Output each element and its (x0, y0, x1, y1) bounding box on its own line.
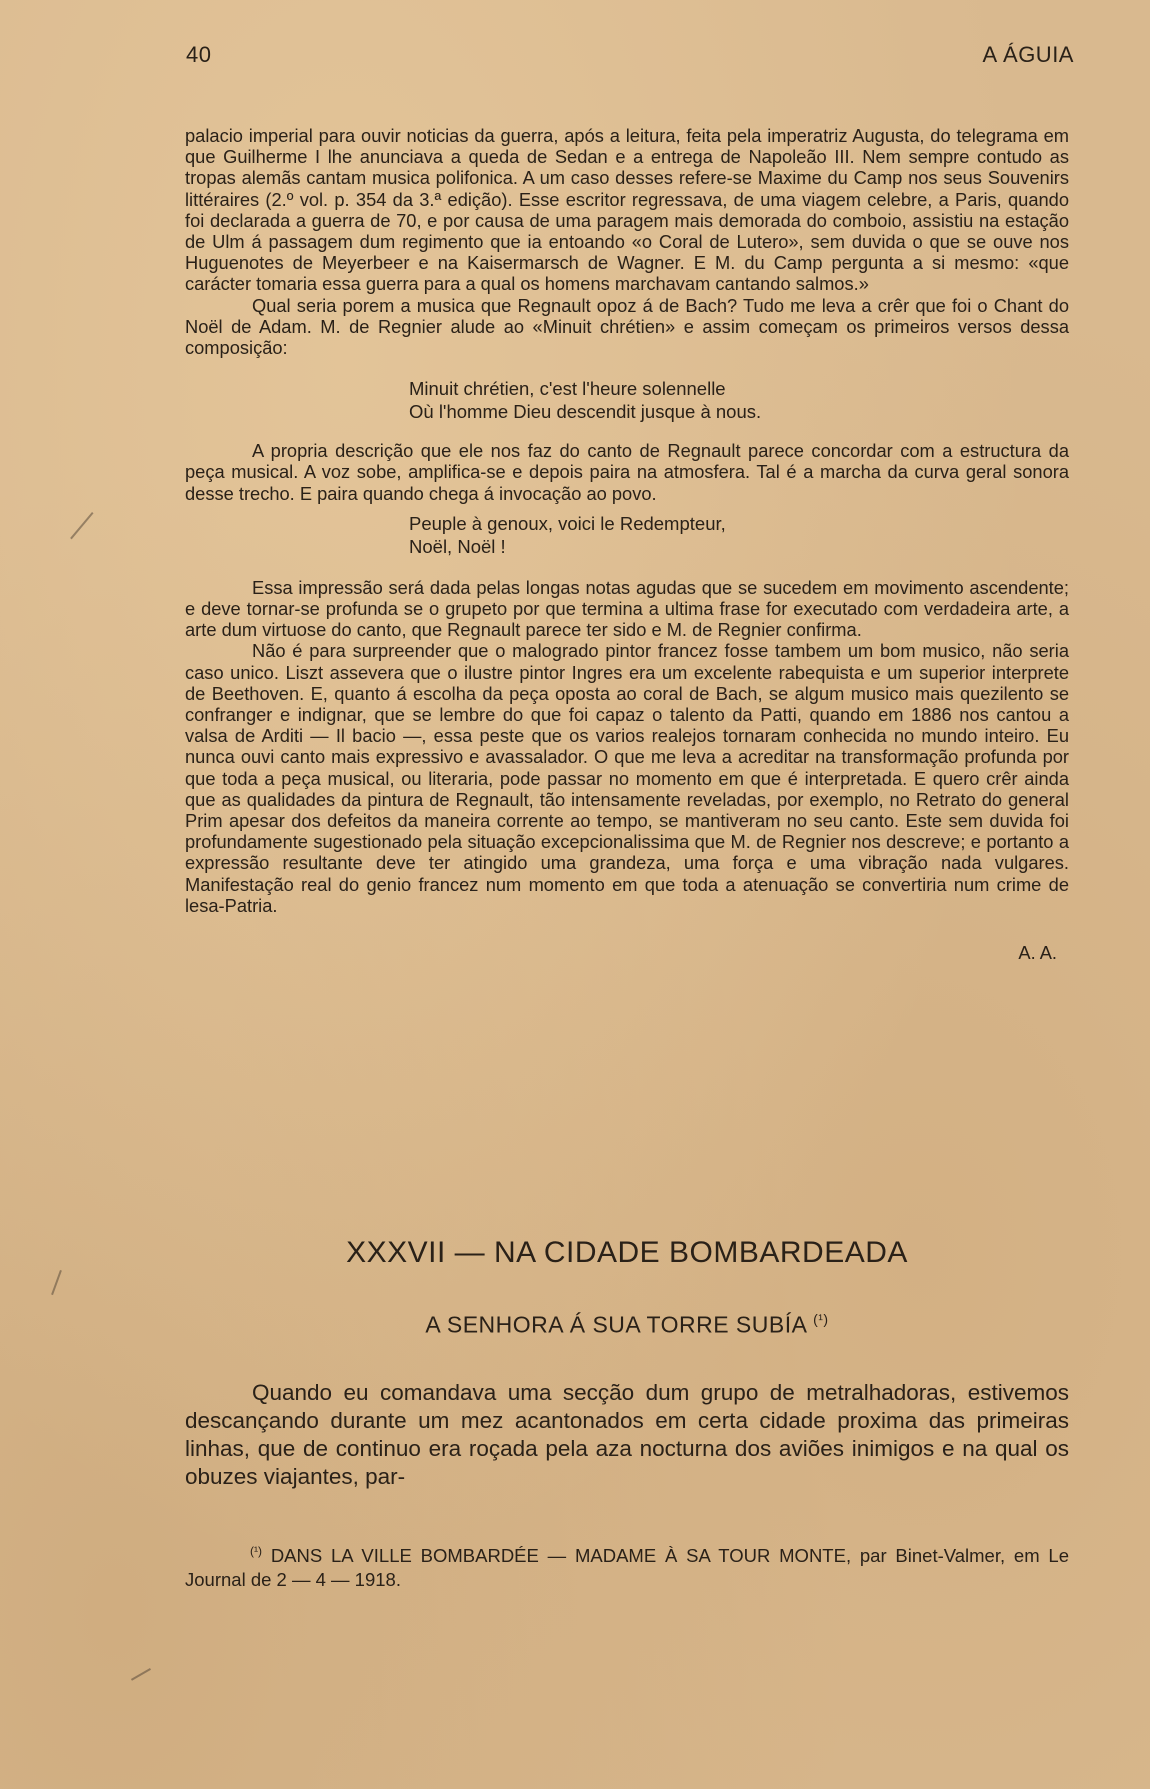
running-head (186, 42, 1074, 74)
paragraph: A propria descrição que ele nos faz do canto de Regnault parece concordar com a estructura da peça musical. A voz sobe, amplifica-se e depois paira na atmosfera. Tal é a marcha da curva geral sonora desse trecho. E paira quando chega á invocação ao povo. (185, 440, 1069, 504)
paragraph: Essa impressão será dada pelas longas notas agudas que se sucedem em movimento ascendente; e deve tornar-se profunda se o grupeto por que termina a ultima frase for executado com verdadeira arte, a arte dum virtuose do canto, que Regnault parece ter sido e M. de Regnier confirma. (185, 576, 1069, 641)
page-number: 40 (186, 42, 212, 67)
pencil-stroke (51, 1270, 62, 1295)
author-initials: A. A. (1018, 942, 1057, 964)
verse-line: Où l'homme Dieu descendit jusque à nous. (409, 401, 762, 423)
verse-quote (185, 512, 1069, 558)
section-subtitle (185, 1311, 1069, 1339)
journal-title: A ÁGUIA (982, 42, 1074, 67)
footnote (185, 1539, 1069, 1592)
paragraph: Quando eu comandava uma secção dum grupo de metralhadoras, estivemos descançando durante um mez acantonados em certa cidade proxima das primeiras linhas, que de continuo era roçada pela aza nocturna dos aviões inimigos e na qual os obuzes viajantes, par- (185, 1380, 1069, 1489)
verse-line: Minuit chrétien, c'est l'heure solennelle (409, 378, 726, 400)
verse-line: Peuple à genoux, voici le Redempteur, (409, 512, 726, 534)
footnote-text: DANS LA VILLE BOMBARDÉE — MADAME À SA TOUR MONTE, par Binet-Valmer, em Le Journal de 2 — 4 — 1918. (185, 1545, 1069, 1591)
paragraph: Não é para surpreender que o malogrado pintor francez fosse tambem um bom musico, não seria caso unico. Liszt assevera que o ilustre pintor Ingres era um excelente rabequista e um superior interprete de Beethoven. E, quanto á escolha da peça oposta ao coral de Bach, se algum musico mais quezilento se confranger e indignar, que se lembre do que foi capaz o talento da Patti, quando em 1886 nos cantou a valsa de Arditi — Il bacio —, essa peste que os varios realejos tornaram conhecida no mundo inteiro. Eu nunca ouvi canto mais expressivo e avassalador. O que me leva a acreditar na transformação profunda por que toda a peça musical, ou literaria, pode passar no momento em que é interpretada. E quero crêr ainda que as qualidades da pintura de Regnault, tão intensamente reveladas, por exemplo, no Retrato do general Prim apesar dos defeitos da maneira corrente ao tempo, se mantiveram no seu canto. Este sem duvida foi profundamente sugestionado pela situação excepcionalissima que M. de Regnier nos descreve; e portanto a expressão resultante deve ter atingido uma grandeza, uma força e uma vibração nada vulgares. Manifestação real do genio francez num momento em que toda a atenuação se convertiria num crime de lesa-Patria. (185, 640, 1069, 916)
paragraph: palacio imperial para ouvir noticias da guerra, após a leitura, feita pela imperatriz Augusta, do telegrama em que Guilherme I lhe anunciava a queda de Sedan e a entrega de Napoleão III. Nem sempre contudo as tropas alemãs cantam musica polifonica. A um caso desses refere-se Maxime du Camp nos seus Souvenirs littéraires (2.º vol. p. 354 da 3.ª edição). Esse escritor regressava, de uma viagem celebre, a Paris, quando foi declarada a guerra de 70, e por causa de uma paragem mais demorada do comboio, assistiu na estação de Ulm á passagem dum regimento que ia entoando «o Coral de Lutero», sem duvida o que se ouve nos Huguenotes de Meyerbeer e na Kaisermarsch de Wagner. E M. du Camp pergunta a si mesmo: «que carácter tomaria essa guerra para a qual os homens marchavam cantando salmos.» (185, 125, 1069, 295)
pencil-stroke (70, 512, 93, 539)
article-continuation (185, 125, 1069, 963)
paragraph: Qual seria porem a musica que Regnault opoz á de Bach? Tudo me leva a crêr que foi o Chant do Noël de Adam. M. de Regnier alude ao «Minuit chrétien» e assim começam os primeiros versos dessa composição: (185, 294, 1069, 359)
verse-quote (185, 377, 1069, 423)
footnote-reference: (¹) (813, 1311, 829, 1327)
section-title: XXXVII — NA CIDADE BOMBARDEADA (346, 1236, 908, 1269)
pencil-stroke (131, 1668, 151, 1681)
verse-line: Noël, Noël ! (409, 535, 506, 557)
footnote-mark: (¹) (250, 1544, 262, 1558)
section-body (185, 1379, 1069, 1491)
subtitle-text: A SENHORA Á SUA TORRE SUBÍA (425, 1311, 807, 1338)
